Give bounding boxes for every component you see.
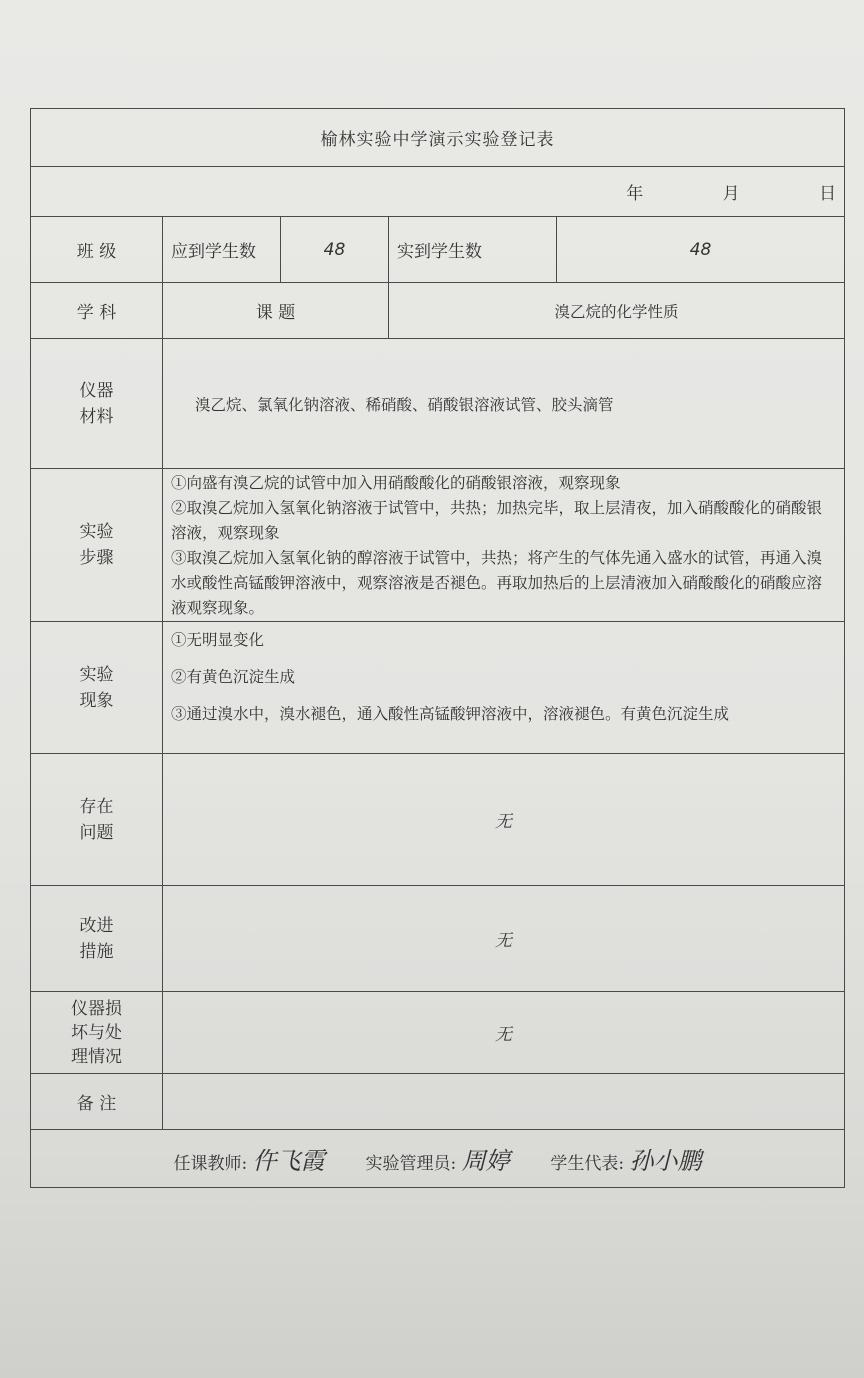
materials-label: [31, 339, 163, 469]
form-title: 榆林实验中学演示实验登记表: [31, 109, 845, 167]
steps-label-line2: 步骤: [79, 548, 114, 568]
actual-students-label: 实到学生数: [389, 217, 557, 283]
improvements-value: 无: [163, 886, 845, 992]
topic-label: 课 题: [163, 283, 389, 339]
observation-item-1: ①无明显变化: [171, 631, 265, 649]
steps-label-line1: 实验: [79, 522, 114, 542]
date-day: 日: [819, 184, 837, 204]
registration-form: [30, 108, 844, 1186]
damage-label: [31, 992, 163, 1074]
problems-value: 无: [163, 754, 845, 886]
damage-label-line2: 坏与处: [71, 1022, 122, 1043]
problems-label-line2: 问题: [79, 822, 114, 843]
observations-label-line1: 实验: [79, 664, 114, 685]
problems-label-line1: 存在: [79, 796, 114, 817]
steps-label: [31, 469, 163, 622]
expected-students-label: 应到学生数: [163, 217, 281, 283]
subject-label: 学 科: [31, 283, 163, 339]
materials-text: 溴乙烷、氯氧化钠溶液、稀硝酸、硝酸银溶液试管、胶头滴管: [163, 339, 845, 469]
damage-value: 无: [163, 992, 845, 1074]
observation-item-3: ③通过溴水中，溴水褪色，通入酸性高锰酸钾溶液中，溶液褪色。有黄色沉淀生成: [171, 705, 730, 723]
damage-label-line1: 仪器损: [71, 998, 122, 1019]
remarks-label: 备 注: [31, 1074, 163, 1130]
materials-label-line2: 材料: [79, 406, 114, 427]
observations-content: [163, 622, 845, 754]
improvements-label: [31, 886, 163, 992]
steps-content: [163, 469, 845, 622]
damage-label-line3: 理情况: [71, 1046, 122, 1067]
improvements-label-line1: 改进: [79, 915, 114, 936]
teacher-label: 任课教师:: [173, 1154, 248, 1174]
topic-value: 溴乙烷的化学性质: [389, 283, 845, 339]
actual-students-value: 48: [557, 217, 845, 283]
improvements-label-line2: 措施: [79, 941, 114, 962]
observations-label: [31, 622, 163, 754]
signature-row: [31, 1130, 845, 1188]
admin-signature: 周婷: [461, 1147, 510, 1175]
observations-label-line2: 现象: [79, 690, 114, 711]
remarks-value: [163, 1074, 845, 1130]
step-item-3: ③取溴乙烷加入氢氧化钠的醇溶液于试管中，共热；将产生的气体先通入盛水的试管，再通入溴水或酸性高锰酸钾溶液中，观察溶液是否褪色。再取加热后的上层清液加入硝酸酸化的硝酸应溶液观察现象。: [171, 549, 823, 617]
form-table: [30, 108, 845, 1188]
admin-label: 实验管理员:: [365, 1154, 457, 1174]
class-label: 班 级: [31, 217, 163, 283]
student-label: 学生代表:: [550, 1154, 625, 1174]
teacher-signature: 仵飞霞: [252, 1147, 325, 1175]
date-month: 月: [722, 184, 740, 204]
observation-item-2: ②有黄色沉淀生成: [171, 668, 296, 686]
step-item-1: ①向盛有溴乙烷的试管中加入用硝酸酸化的硝酸银溶液，观察现象: [171, 474, 621, 492]
student-signature: 孙小鹏: [629, 1147, 702, 1175]
date-row: [31, 167, 845, 217]
step-item-2: ②取溴乙烷加入氢氧化钠溶液于试管中，共热；加热完毕，取上层清夜，加入硝酸酸化的硝酸银溶液，观察现象: [171, 499, 823, 542]
date-year: 年: [626, 184, 644, 204]
problems-label: [31, 754, 163, 886]
materials-label-line1: 仪器: [79, 380, 114, 401]
expected-students-value: 48: [281, 217, 389, 283]
